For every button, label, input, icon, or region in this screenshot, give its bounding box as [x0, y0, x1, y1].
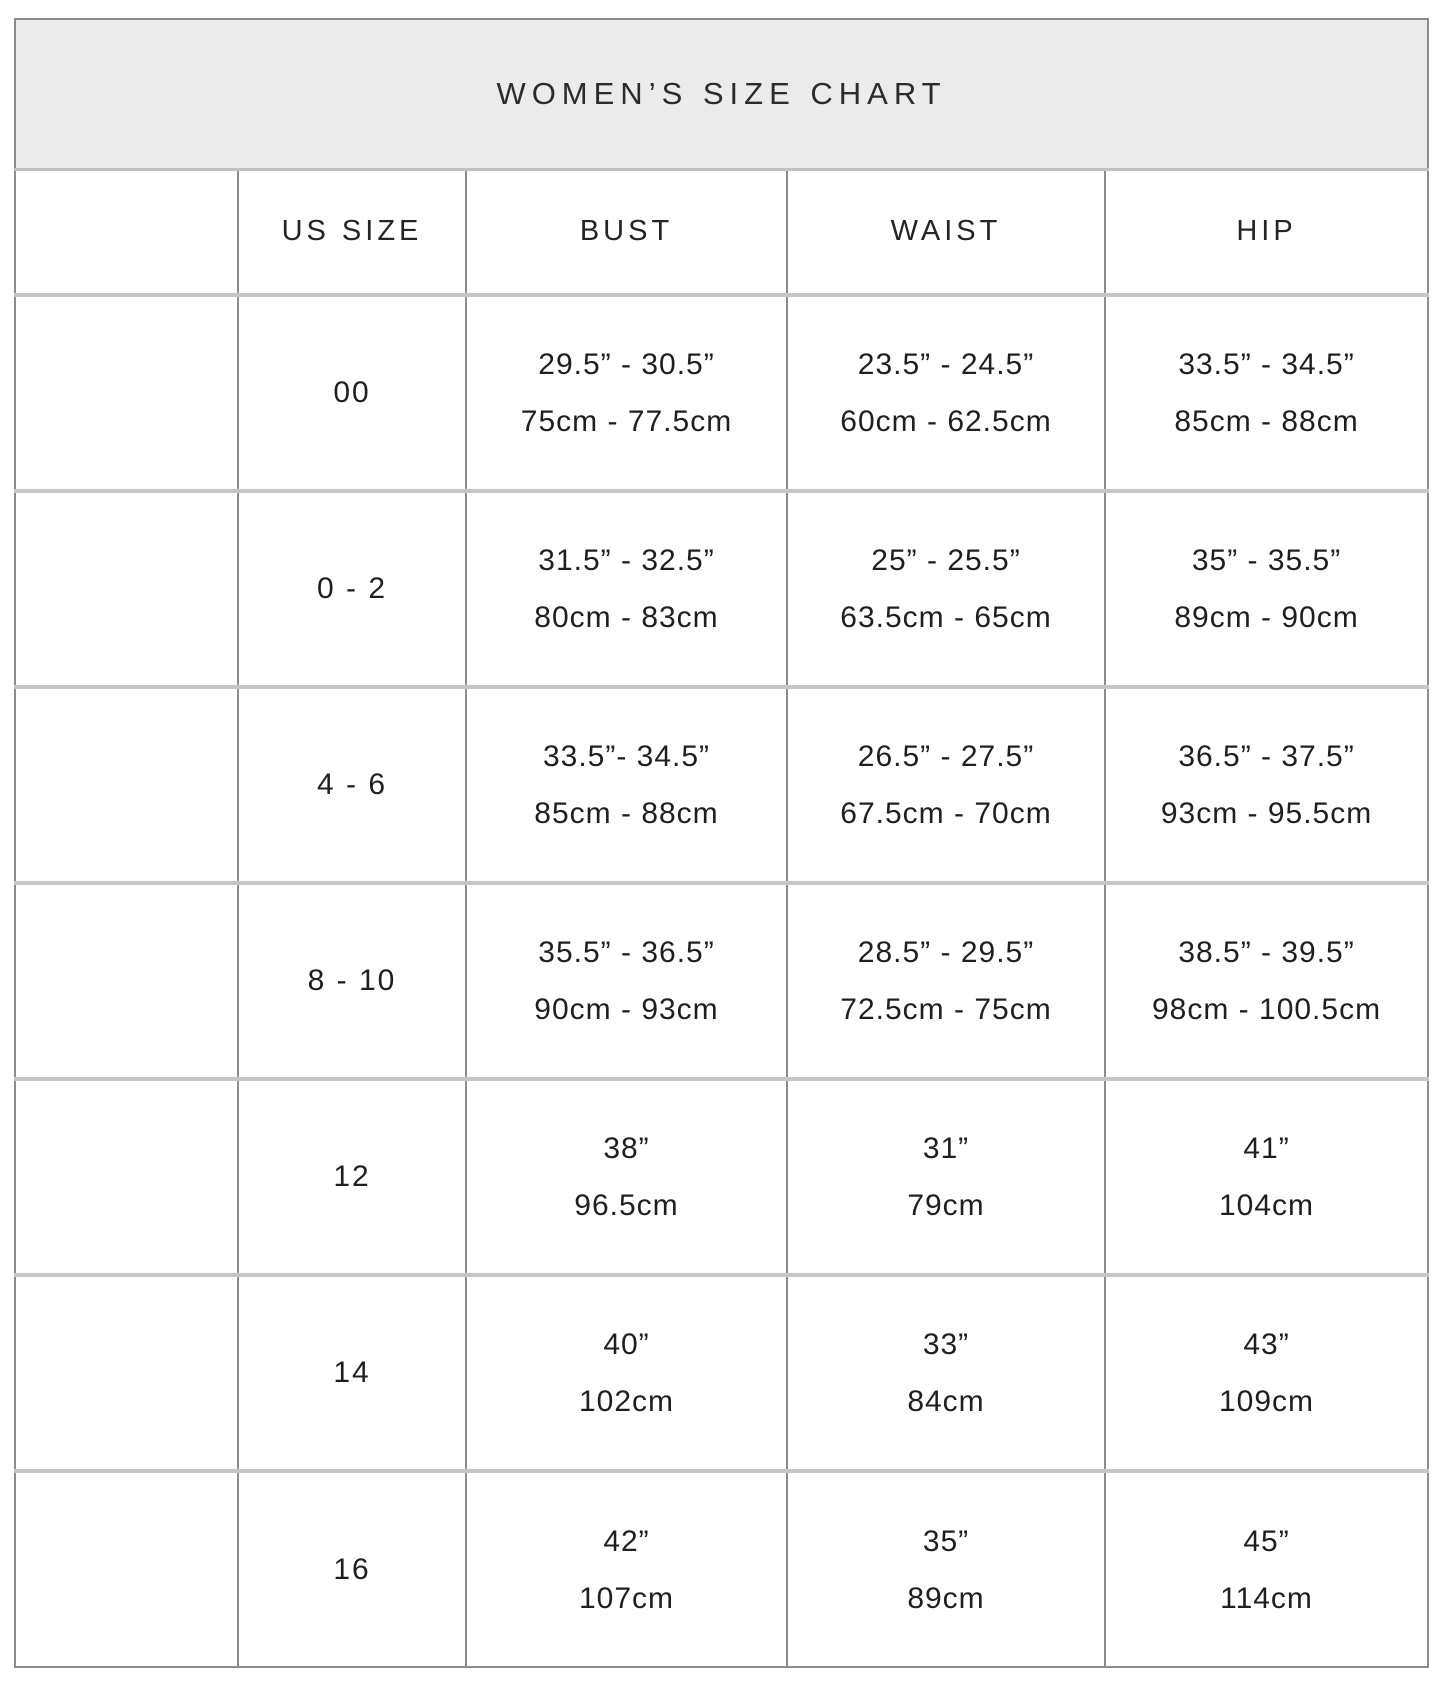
bust-cm: 102cm	[578, 1385, 675, 1418]
bust-cm: 96.5cm	[574, 1189, 679, 1222]
waist-inches: 23.5” - 24.5”	[857, 348, 1035, 381]
row-label-xxs: XXS	[15, 295, 238, 491]
hip-cell	[1105, 883, 1428, 1079]
waist-inches: 35”	[922, 1524, 970, 1558]
us-size-cell: 12	[238, 1079, 466, 1275]
table-row-xs	[15, 491, 1428, 687]
waist-cell	[787, 295, 1105, 491]
column-header-hip: HIP	[1105, 169, 1428, 295]
waist-cell	[787, 1275, 1105, 1471]
waist-cell	[787, 687, 1105, 883]
row-label-m: M	[15, 883, 238, 1079]
us-size-cell: 00	[238, 295, 466, 491]
hip-cm: 104cm	[1219, 1189, 1315, 1222]
hip-inches: 33.5” - 34.5”	[1178, 348, 1355, 381]
table-row-m	[15, 883, 1428, 1079]
bust-cm: 80cm - 83cm	[534, 601, 719, 634]
us-size-cell: 4 - 6	[238, 687, 466, 883]
hip-inches: 38.5” - 39.5”	[1178, 936, 1355, 969]
hip-cm: 93cm - 95.5cm	[1160, 797, 1373, 830]
us-size-cell: 16	[238, 1471, 466, 1667]
us-size-cell: 0 - 2	[238, 491, 466, 687]
table-row-xl	[15, 1275, 1428, 1471]
waist-cell	[787, 883, 1105, 1079]
column-header-row	[15, 169, 1428, 295]
waist-inches: 31”	[922, 1132, 970, 1165]
bust-inches: 40”	[603, 1328, 650, 1361]
waist-cm: 79cm	[907, 1189, 985, 1222]
table-row-2x	[15, 1471, 1428, 1667]
bust-inches: 33.5”- 34.5”	[542, 740, 711, 773]
hip-cell	[1105, 1471, 1428, 1667]
waist-cm: 89cm	[907, 1581, 985, 1615]
hip-inches: 36.5” - 37.5”	[1178, 740, 1355, 773]
womens-size-chart-table	[14, 18, 1429, 1668]
hip-cm: 85cm - 88cm	[1174, 405, 1359, 438]
bust-cell	[466, 1471, 787, 1667]
row-label-l: L	[15, 1079, 238, 1275]
bust-inches: 42”	[603, 1524, 650, 1558]
us-size-cell: 8 - 10	[238, 883, 466, 1079]
waist-inches: 26.5” - 27.5”	[857, 740, 1035, 773]
hip-cm: 109cm	[1219, 1385, 1315, 1418]
bust-inches: 35.5” - 36.5”	[538, 936, 715, 969]
waist-cell	[787, 1471, 1105, 1667]
hip-cell	[1105, 1079, 1428, 1275]
table-row-s	[15, 687, 1428, 883]
row-label-2x: 2X	[15, 1471, 238, 1667]
waist-inches: 33”	[922, 1328, 970, 1361]
hip-cell	[1105, 1275, 1428, 1471]
bust-cell	[466, 491, 787, 687]
bust-cm: 75cm - 77.5cm	[520, 405, 733, 438]
title-row	[15, 19, 1428, 169]
bust-cm: 85cm - 88cm	[534, 797, 719, 830]
waist-cm: 72.5cm - 75cm	[840, 993, 1052, 1026]
waist-cm: 67.5cm - 70cm	[840, 797, 1052, 830]
bust-cell	[466, 883, 787, 1079]
waist-cm: 60cm - 62.5cm	[840, 405, 1052, 438]
waist-cm: 84cm	[907, 1385, 985, 1418]
waist-cell	[787, 1079, 1105, 1275]
bust-inches: 29.5” - 30.5”	[538, 348, 715, 381]
waist-inches: 28.5” - 29.5”	[857, 936, 1035, 969]
hip-inches: 45”	[1243, 1524, 1290, 1558]
table-row-xxs	[15, 295, 1428, 491]
table-row-l	[15, 1079, 1428, 1275]
bust-cm: 107cm	[578, 1581, 675, 1615]
hip-inches: 41”	[1243, 1132, 1290, 1165]
waist-cell	[787, 491, 1105, 687]
row-label-xl: XL	[15, 1275, 238, 1471]
corner-cell	[15, 169, 238, 295]
hip-cm: 114cm	[1220, 1581, 1313, 1615]
hip-cell	[1105, 687, 1428, 883]
hip-inches: 35” - 35.5”	[1191, 544, 1342, 577]
bust-inches: 38”	[603, 1132, 650, 1165]
bust-cell	[466, 1275, 787, 1471]
hip-cell	[1105, 491, 1428, 687]
waist-cm: 63.5cm - 65cm	[840, 601, 1052, 634]
hip-cell	[1105, 295, 1428, 491]
bust-cell	[466, 687, 787, 883]
us-size-cell: 14	[238, 1275, 466, 1471]
column-header-waist: WAIST	[787, 169, 1105, 295]
waist-inches: 25” - 25.5”	[871, 544, 1021, 577]
column-header-us-size: US SIZE	[238, 169, 466, 295]
hip-cm: 89cm - 90cm	[1174, 601, 1359, 634]
bust-cm: 90cm - 93cm	[534, 993, 719, 1026]
row-label-xs: XS	[15, 491, 238, 687]
bust-cell	[466, 1079, 787, 1275]
chart-title: WOMEN’S SIZE CHART	[15, 19, 1428, 169]
bust-inches: 31.5” - 32.5”	[538, 544, 715, 577]
bust-cell	[466, 295, 787, 491]
column-header-bust: BUST	[466, 169, 787, 295]
hip-cm: 98cm - 100.5cm	[1151, 993, 1382, 1026]
hip-inches: 43”	[1243, 1328, 1290, 1361]
row-label-s: S	[15, 687, 238, 883]
